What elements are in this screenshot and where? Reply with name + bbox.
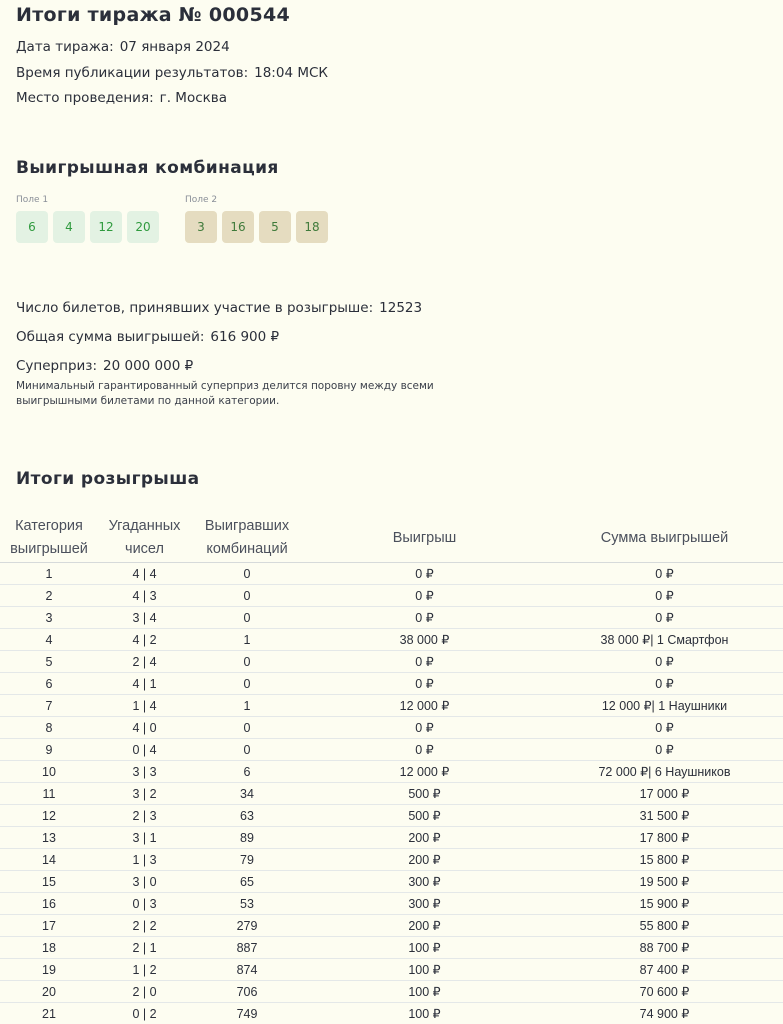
prize-cell: 0 ₽ [303,563,546,585]
superprize-value: 20 000 000 ₽ [103,358,194,374]
winners-cell: 874 [191,959,303,981]
winners-cell: 887 [191,937,303,959]
matched-cell: 0 | 2 [98,1003,191,1024]
prize-cell: 100 ₽ [303,959,546,981]
winners-cell: 279 [191,915,303,937]
table-row [0,871,783,893]
matched-cell: 2 | 0 [98,981,191,1003]
category-cell: 18 [0,937,98,959]
category-cell: 5 [0,651,98,673]
matched-cell: 4 | 1 [98,673,191,695]
prize-total-cell: 0 ₽ [546,717,783,739]
category-cell: 1 [0,563,98,585]
page-title: Итоги тиража № 000544 [16,4,291,26]
category-cell: 15 [0,871,98,893]
prize-cell: 300 ₽ [303,871,546,893]
prize-total-cell: 0 ₽ [546,585,783,607]
category-cell: 8 [0,717,98,739]
matched-cell: 0 | 3 [98,893,191,915]
table-row [0,651,783,673]
winning-number: 16 [222,211,254,243]
matched-cell: 3 | 1 [98,827,191,849]
prize-total-cell: 0 ₽ [546,651,783,673]
superprize-note-line: выигрышными билетами по данной категории. [16,395,280,407]
col-prize: Выигрыш [392,529,457,546]
results-table [0,514,783,1024]
total-winnings-value: 616 900 ₽ [210,329,280,345]
col-category: Категория выигрышей [10,518,88,557]
table-row [0,739,783,761]
publish-time-label: Время публикации результатов: [16,65,249,81]
table-row [0,673,783,695]
table-row [0,893,783,915]
winning-number: 3 [185,211,217,243]
winners-cell: 706 [191,981,303,1003]
matched-cell: 2 | 3 [98,805,191,827]
winners-cell: 63 [191,805,303,827]
winners-cell: 0 [191,717,303,739]
prize-total-cell: 15 800 ₽ [546,849,783,871]
col-matched: Угаданных чисел [108,518,181,557]
draw-location-label: Место проведения: [16,90,154,106]
draw-date [16,39,230,55]
tickets-count [16,300,422,316]
winners-cell: 0 [191,673,303,695]
draw-location [16,90,227,106]
prize-cell: 38 000 ₽ [303,629,546,651]
table-row [0,981,783,1003]
prize-total-cell: 12 000 ₽| 1 Наушники [546,695,783,717]
field-1-numbers [16,211,159,243]
tickets-count-label: Число билетов, принявших участие в розыгрыше: [16,300,374,316]
table-row [0,827,783,849]
winning-number: 6 [16,211,48,243]
matched-cell: 3 | 4 [98,607,191,629]
prize-total-cell: 0 ₽ [546,739,783,761]
category-cell: 14 [0,849,98,871]
category-cell: 20 [0,981,98,1003]
results-header-row [0,514,783,563]
table-row [0,695,783,717]
superprize [16,358,193,374]
prize-cell: 500 ₽ [303,783,546,805]
prize-total-cell: 31 500 ₽ [546,805,783,827]
publish-time [16,65,328,81]
field-2-numbers [185,211,328,243]
winners-cell: 34 [191,783,303,805]
prize-cell: 0 ₽ [303,717,546,739]
prize-cell: 12 000 ₽ [303,695,546,717]
prize-total-cell: 87 400 ₽ [546,959,783,981]
prize-total-cell: 0 ₽ [546,563,783,585]
category-cell: 9 [0,739,98,761]
category-cell: 13 [0,827,98,849]
table-row [0,937,783,959]
table-row [0,849,783,871]
prize-cell: 200 ₽ [303,827,546,849]
category-cell: 3 [0,607,98,629]
table-row [0,717,783,739]
prize-cell: 100 ₽ [303,981,546,1003]
draw-location-value: г. Москва [159,90,228,106]
prize-cell: 0 ₽ [303,673,546,695]
matched-cell: 3 | 3 [98,761,191,783]
results-body [0,563,783,1024]
superprize-label: Суперприз: [16,358,98,374]
prize-total-cell: 17 800 ₽ [546,827,783,849]
prize-total-cell: 15 900 ₽ [546,893,783,915]
matched-cell: 4 | 4 [98,563,191,585]
category-cell: 6 [0,673,98,695]
prize-cell: 300 ₽ [303,893,546,915]
prize-cell: 0 ₽ [303,651,546,673]
prize-total-cell: 0 ₽ [546,607,783,629]
prize-total-cell: 0 ₽ [546,673,783,695]
category-cell: 21 [0,1003,98,1024]
prize-total-cell: 88 700 ₽ [546,937,783,959]
matched-cell: 2 | 4 [98,651,191,673]
prize-cell: 200 ₽ [303,915,546,937]
category-cell: 4 [0,629,98,651]
prize-total-cell: 19 500 ₽ [546,871,783,893]
table-row [0,915,783,937]
matched-cell: 2 | 2 [98,915,191,937]
category-cell: 16 [0,893,98,915]
table-row [0,805,783,827]
category-cell: 2 [0,585,98,607]
matched-cell: 4 | 3 [98,585,191,607]
category-cell: 17 [0,915,98,937]
category-cell: 11 [0,783,98,805]
prize-total-cell: 38 000 ₽| 1 Смартфон [546,629,783,651]
category-cell: 10 [0,761,98,783]
matched-cell: 2 | 1 [98,937,191,959]
category-cell: 12 [0,805,98,827]
matched-cell: 1 | 4 [98,695,191,717]
publish-time-value: 18:04 МСК [254,65,328,81]
winners-cell: 79 [191,849,303,871]
col-winners: Выигравших комбинаций [204,518,290,557]
winners-cell: 0 [191,739,303,761]
table-row [0,563,783,585]
winning-number: 4 [53,211,85,243]
prize-total-cell: 70 600 ₽ [546,981,783,1003]
matched-cell: 4 | 0 [98,717,191,739]
winning-number: 5 [259,211,291,243]
table-row [0,783,783,805]
winning-number: 12 [90,211,122,243]
table-row [0,1003,783,1024]
prize-total-cell: 74 900 ₽ [546,1003,783,1024]
prize-cell: 100 ₽ [303,937,546,959]
table-row [0,629,783,651]
prize-total-cell: 55 800 ₽ [546,915,783,937]
superprize-note-line: Минимальный гарантированный суперприз делится поровну между всеми [16,380,434,392]
matched-cell: 3 | 2 [98,783,191,805]
prize-cell: 200 ₽ [303,849,546,871]
field-1-label: Поле 1 [16,195,49,205]
draw-date-value: 07 января 2024 [119,39,230,55]
field-2-label: Поле 2 [185,195,218,205]
matched-cell: 1 | 3 [98,849,191,871]
winners-cell: 0 [191,607,303,629]
col-prize-total: Сумма выигрышей [600,529,729,546]
draw-date-label: Дата тиража: [16,39,114,55]
prize-cell: 0 ₽ [303,607,546,629]
total-winnings-label: Общая сумма выигрышей: [16,329,205,345]
superprize-note [16,379,456,409]
prize-cell: 0 ₽ [303,585,546,607]
combination-title: Выигрышная комбинация [16,158,279,178]
results-title: Итоги розыгрыша [16,469,200,489]
winners-cell: 6 [191,761,303,783]
winners-cell: 89 [191,827,303,849]
matched-cell: 0 | 4 [98,739,191,761]
winning-number: 20 [127,211,159,243]
winners-cell: 1 [191,695,303,717]
table-row [0,585,783,607]
category-cell: 7 [0,695,98,717]
winners-cell: 53 [191,893,303,915]
winners-cell: 0 [191,651,303,673]
prize-cell: 100 ₽ [303,1003,546,1024]
matched-cell: 4 | 2 [98,629,191,651]
prize-cell: 0 ₽ [303,739,546,761]
prize-total-cell: 72 000 ₽| 6 Наушников [546,761,783,783]
prize-total-cell: 17 000 ₽ [546,783,783,805]
table-row [0,761,783,783]
tickets-count-value: 12523 [379,300,423,316]
category-cell: 19 [0,959,98,981]
winners-cell: 749 [191,1003,303,1024]
prize-cell: 500 ₽ [303,805,546,827]
table-row [0,607,783,629]
winners-cell: 0 [191,585,303,607]
winning-number: 18 [296,211,328,243]
matched-cell: 1 | 2 [98,959,191,981]
total-winnings [16,329,279,345]
winners-cell: 0 [191,563,303,585]
winners-cell: 65 [191,871,303,893]
matched-cell: 3 | 0 [98,871,191,893]
winners-cell: 1 [191,629,303,651]
prize-cell: 12 000 ₽ [303,761,546,783]
table-row [0,959,783,981]
